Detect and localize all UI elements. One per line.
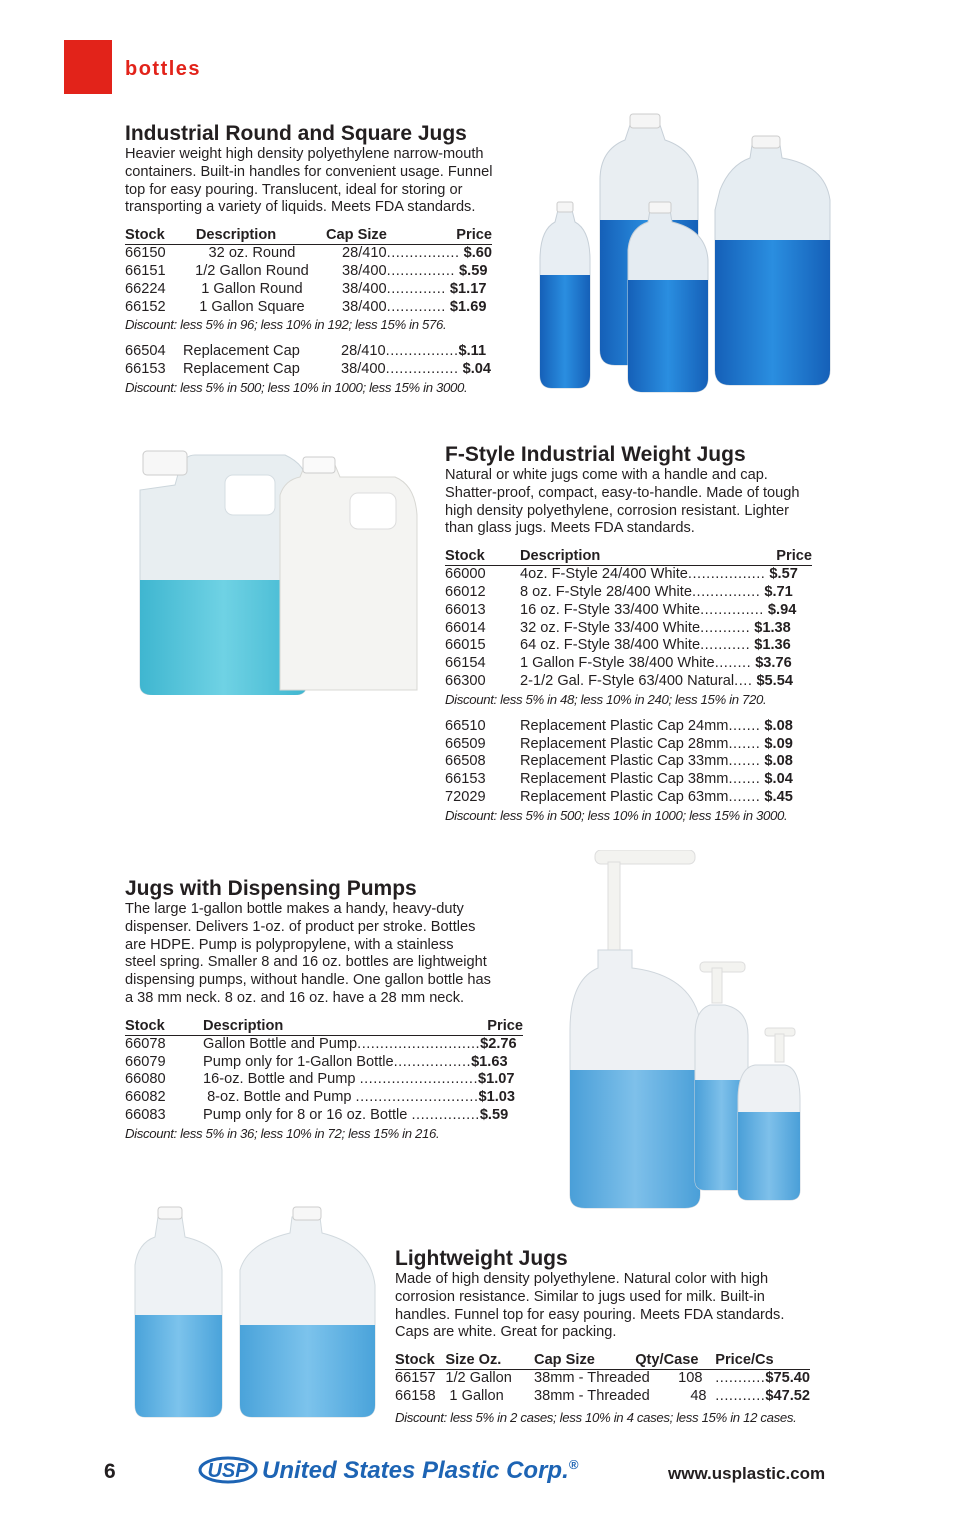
- table-row: 66510 Replacement Plastic Cap 24mm....... $.08: [445, 717, 793, 734]
- table-row: 66012 8 oz. F-Style 28/400 White............... $.71: [445, 583, 793, 600]
- table-row: 72029 Replacement Plastic Cap 63mm....... $.45: [445, 788, 793, 805]
- table-row: 66015 64 oz. F-Style 38/400 White........... $1.36: [445, 637, 791, 654]
- table-row: 66151 1/2 Gallon Round 38/400............... $.59: [125, 262, 488, 279]
- industrial-jugs-section: [125, 122, 545, 396]
- table-row: 66224 1 Gallon Round 38/400............. $1.17: [125, 280, 487, 297]
- price-table: Stock Description Price 66078 Gallon Bottle and Pump...........................$2.76 66079 Pump only for 1-Gallon Bottle.................$1.63 66080 16-oz. Bottle and Pump ..........................$1.07 66082 8-oz. Bottle and Pump ...........................$1.03 66083 Pump only for 8 or 16 oz. Bottle ...............$.59: [125, 1017, 523, 1123]
- discount-note: Discount: less 5% in 48; less 10% in 240; less 15% in 720.: [445, 691, 767, 707]
- section-label: bottles: [125, 58, 202, 80]
- price-table: Stock Description Cap Size Price 66150 32 oz. Round 28/410................ $.60 66151 1/2 Gallon Round 38/400............... $.59 66224 1 Gallon Round 38/400............. $1.17 66152 1 Gallon Square 38/400............. $1.69: [125, 227, 492, 315]
- discount-note: Discount: less 5% in 500; less 10% in 1000; less 15% in 3000.: [125, 379, 468, 395]
- company-name: United States Plastic Corp.®: [262, 1457, 579, 1484]
- table-row: 66013 16 oz. F-Style 33/400 White.............. $.94: [445, 601, 797, 618]
- f-style-jugs-section: [445, 443, 845, 824]
- svg-text:USP: USP: [207, 1460, 249, 1482]
- table-row: 66300 2-1/2 Gal. F-Style 63/400 Natural.... $5.54: [445, 672, 793, 689]
- dispensing-pumps-section: [125, 877, 545, 1142]
- website-url[interactable]: www.usplastic.com: [668, 1464, 826, 1483]
- table-row: 66000 4oz. F-Style 24/400 White................. $.57: [445, 566, 798, 583]
- table-row: 66504 Replacement Cap 28/410................$.11: [125, 343, 487, 360]
- table-row: 66079 Pump only for 1-Gallon Bottle.................$1.63: [125, 1053, 508, 1070]
- price-table: Stock Size Oz. Cap Size Qty/Case Price/Cs 66157 1/2 Gallon 38mm - Threaded 108 ...........$75.40 66158 1 Gallon 38mm - Threaded 48 ...........$47.52: [395, 1352, 810, 1404]
- table-row: 66508 Replacement Plastic Cap 33mm....... $.08: [445, 753, 793, 770]
- pump-bottles-image: [550, 850, 830, 1210]
- table-row: 66078 Gallon Bottle and Pump...........................$2.76: [125, 1035, 517, 1052]
- section-description: Made of high density polyethylene. Natural color with high corrosion resistance. Similar to jugs used for milk. Built-in handles. Funnel top for easy pouring. Meets FDA standards. Caps are white. Great for packing.: [395, 1271, 785, 1341]
- table-row: 66080 16-oz. Bottle and Pump ..........................$1.07: [125, 1071, 515, 1088]
- table-row: 66082 8-oz. Bottle and Pump ...........................$1.03: [125, 1089, 516, 1106]
- table-row: 66157 1/2 Gallon 38mm - Threaded 108 ...........$75.40: [395, 1370, 810, 1387]
- section-title: Industrial Round and Square Jugs: [125, 122, 467, 145]
- section-title: Jugs with Dispensing Pumps: [125, 877, 417, 900]
- table-row: 66509 Replacement Plastic Cap 28mm....... $.09: [445, 735, 793, 752]
- lightweight-jugs-image: [130, 1205, 385, 1420]
- f-style-jugs-image: [135, 445, 425, 695]
- table-row: 66153 Replacement Cap 38/400................ $.04: [125, 361, 491, 378]
- table-row: 66153 Replacement Plastic Cap 38mm....... $.04: [445, 771, 793, 788]
- caps-table: [445, 718, 812, 807]
- discount-note: Discount: less 5% in 96; less 10% in 192; less 15% in 576.: [125, 317, 447, 333]
- round-square-jugs-image: [530, 110, 850, 400]
- lightweight-jugs-section: [395, 1247, 845, 1426]
- table-row: 66150 32 oz. Round 28/410................ $.60: [125, 245, 492, 262]
- section-description: Natural or white jugs come with a handle and cap. Shatter-proof, compact, easy-to-handle. Made of tough high density polyethylene, corrosion resistant. Lighter than glass jugs. Meets FDA standards.: [445, 467, 800, 537]
- table-row: 66158 1 Gallon 38mm - Threaded 48 ...........$47.52: [395, 1387, 810, 1404]
- section-color-tab: [64, 40, 112, 94]
- page-number: 6: [104, 1460, 116, 1483]
- section-description: The large 1-gallon bottle makes a handy, heavy-duty dispenser. Delivers 1-oz. of product per stroke. Bottles are HDPE. Pump is polypropylene, with a stainless steel spring. Smaller 8 and 16 oz. bottles are lightweight dispensing pumps, without handle. One gallon bottle has a 38 mm neck. 8 oz. and 16 oz. have a 28 mm neck.: [125, 901, 491, 1006]
- table-row: 66152 1 Gallon Square 38/400............. $1.69: [125, 298, 487, 315]
- caps-table: [125, 343, 492, 379]
- usp-logo: [198, 1454, 258, 1486]
- section-description: Heavier weight high density polyethylene narrow-mouth containers. Built-in handles for convenient usage. Funnel top for easy pouring. Translucent, ideal for storing or transporting a variety of liquids. Meets FDA standards.: [125, 146, 493, 216]
- price-table: Stock Description Price 66000 4oz. F-Style 24/400 White................. $.57 66012 8 oz. F-Style 28/400 White............... $.71 66013 16 oz. F-Style 33/400 White.............. $.94 66014 32 oz. F-Style 33/400 White........... $1.38 66015 64 oz. F-Style 38/400 White........... $1.36 66154 1 Gallon F-Style 38/400 White........ $3.76 66300 2-1/2 Gal. F-Style 63/400 Natural.... $5.54: [445, 548, 812, 689]
- table-row: 66154 1 Gallon F-Style 38/400 White........ $3.76: [445, 655, 792, 672]
- table-row: 66014 32 oz. F-Style 33/400 White........... $1.38: [445, 619, 791, 636]
- section-title: F-Style Industrial Weight Jugs: [445, 443, 746, 466]
- discount-note: Discount: less 5% in 500; less 10% in 1000; less 15% in 3000.: [445, 807, 788, 823]
- section-title: Lightweight Jugs: [395, 1247, 568, 1270]
- discount-note: Discount: less 5% in 36; less 10% in 72; less 15% in 216.: [125, 1125, 440, 1141]
- table-row: 66083 Pump only for 8 or 16 oz. Bottle ...............$.59: [125, 1106, 509, 1123]
- discount-note: Discount: less 5% in 2 cases; less 10% in 4 cases; less 15% in 12 cases.: [395, 1409, 797, 1425]
